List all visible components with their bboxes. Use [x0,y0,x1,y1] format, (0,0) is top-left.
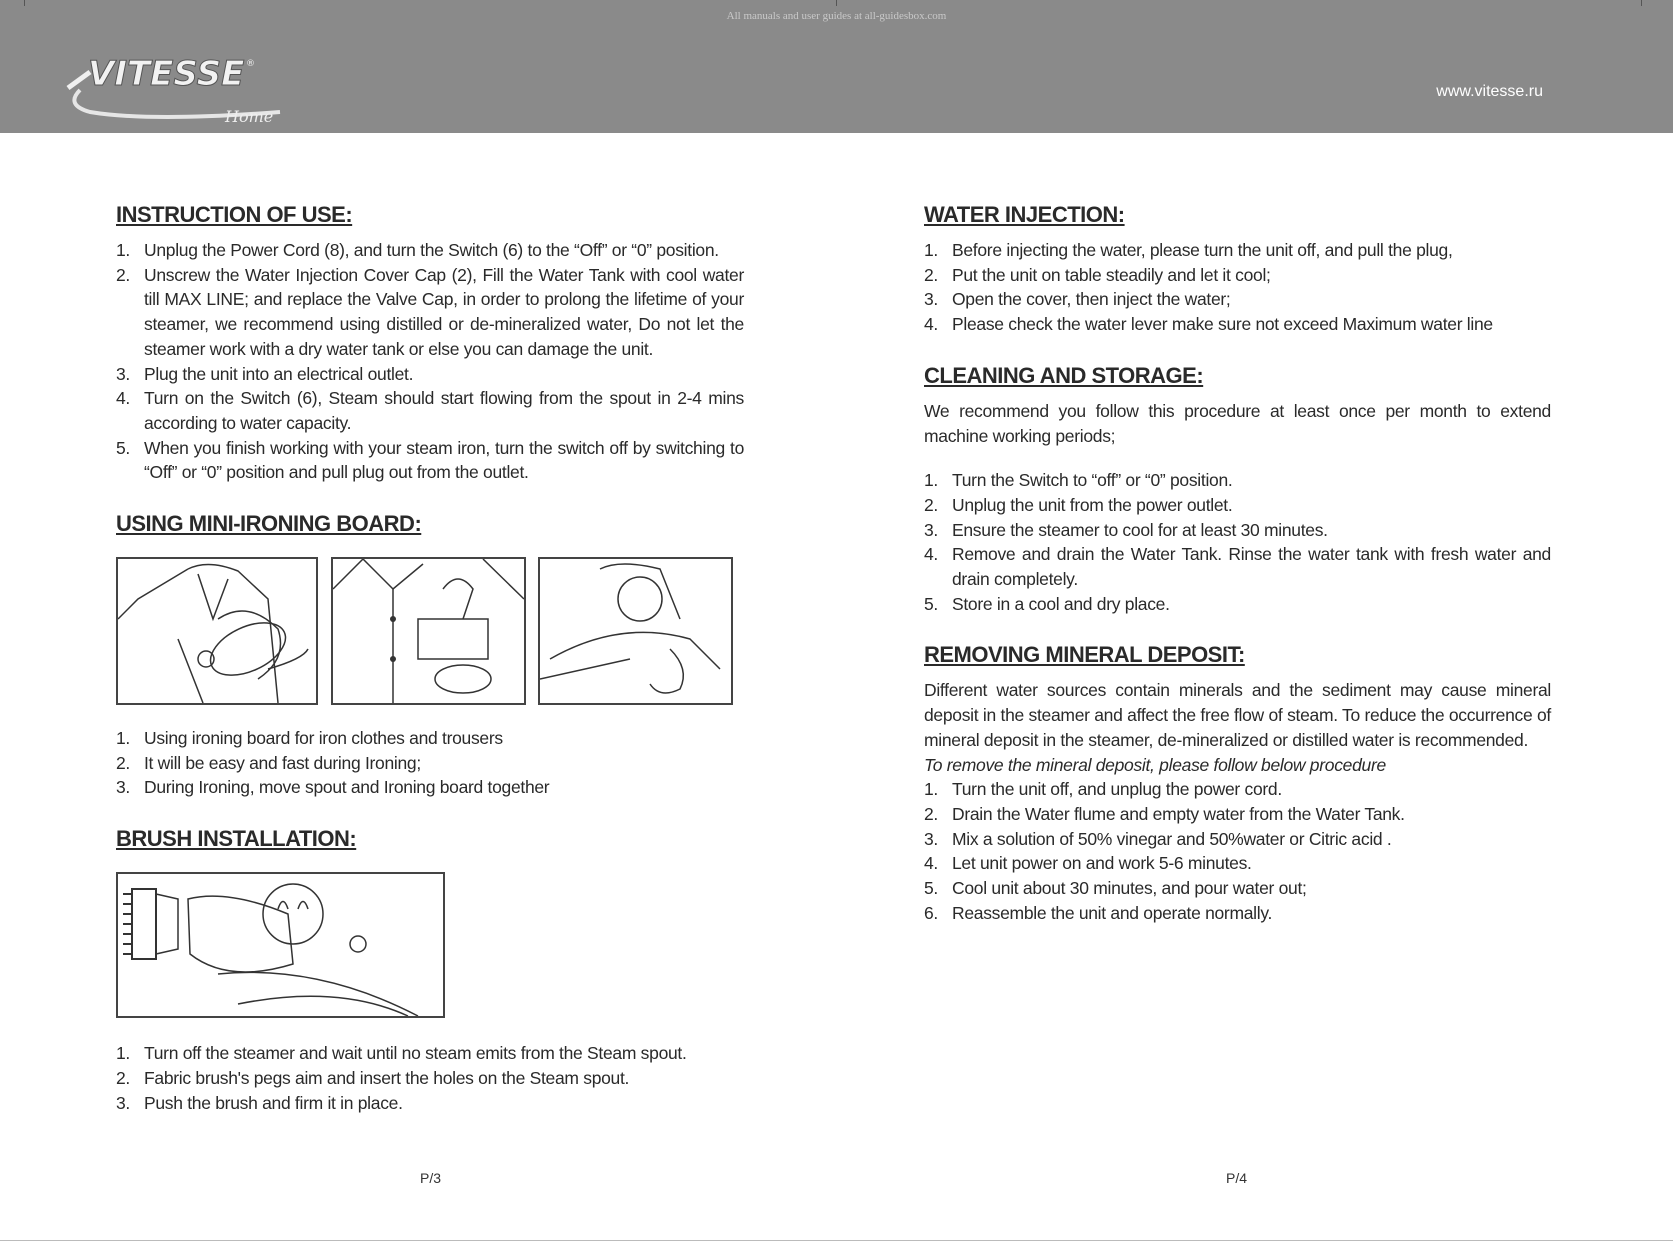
water-injection-list [924,238,1551,337]
list-item: 2. It will be easy and fast during Ironing; [116,752,421,773]
brush-list [116,1041,744,1115]
brush-installation-illustration [116,872,445,1018]
list-item: 4. Remove and drain the Water Tank. Rinse the water tank with fresh water and drain completely. [924,544,1551,590]
list-item: 1. Turn the unit off, and unplug the power cord. [924,779,1282,800]
list-item: 4. Please check the water lever make sure not exceed Maximum water line [924,314,1493,335]
page-number-right: P/4 [1226,1170,1248,1186]
list-item: 4. Turn on the Switch (6), Steam should start flowing from the spout in 2-4 mins according to water capacity. [116,388,744,433]
list-item: 4. Let unit power on and work 5-6 minutes. [924,853,1252,874]
list-item: 5. Cool unit about 30 minutes, and pour water out; [924,878,1307,899]
right-column [924,202,1551,925]
cleaning-list [924,468,1551,616]
page-header [0,0,1673,133]
list-item: 3. Plug the unit into an electrical outlet. [116,363,414,384]
list-item: 5. Store in a cool and dry place. [924,593,1170,614]
list-item: 5. When you finish working with your steam iron, turn the switch off by switching to “Off” or “0” position and pull plug out from the outlet. [116,437,744,483]
ironing-collar-illustration [116,557,318,705]
crop-mark [1641,0,1642,6]
list-item: 2. Drain the Water flume and empty water from the Water Tank. [924,803,1405,824]
ironing-sleeve-illustration [538,557,733,705]
list-item: 2. Unplug the unit from the power outlet. [924,494,1233,515]
list-item: 2. Unscrew the Water Injection Cover Cap (2), Fill the Water Tank with cool water till MAX LINE; and replace the Valve Cap, in order to prolong the lifetime of your steamer, we recommend using distilled or de-mineralized water, Do not let the steamer work with a dry water tank or else you can damage the unit. [116,264,744,359]
mineral-procedure-note: To remove the mineral deposit, please follow below procedure [924,754,1386,775]
board-title: USING MINI-IRONING BOARD: [116,511,422,537]
cleaning-title: CLEANING AND STORAGE: [924,362,1204,388]
ironing-shirt-illustration [331,557,526,705]
page-number-left: P/3 [420,1170,442,1186]
mineral-list [924,777,1551,925]
crop-mark [24,0,25,6]
cleaning-intro: We recommend you follow this procedure at least once per month to extend machine working periods; [924,400,1551,446]
list-item: 2. Fabric brush's pegs aim and insert the holes on the Steam spout. [116,1067,630,1088]
instruction-list [116,238,744,485]
ironing-figures [116,537,744,712]
list-item: 3. Ensure the steamer to cool for at least 30 minutes. [924,519,1328,540]
list-item: 1. Unplug the Power Cord (8), and turn the Switch (6) to the “Off” or “0” position. [116,240,719,260]
list-item: 3. Open the cover, then inject the water; [924,289,1231,310]
brush-title: BRUSH INSTALLATION: [116,826,357,852]
brush-figure [116,852,744,1027]
left-column [116,202,744,1115]
list-item: 2. Put the unit on table steadily and let it cool; [924,264,1271,285]
bottom-rule [0,1240,1673,1241]
list-item: 1. Before injecting the water, please turn the unit off, and pull the plug, [924,240,1453,260]
list-item: 3. Mix a solution of 50% vinegar and 50%water or Citric acid . [924,828,1392,849]
mineral-intro: Different water sources contain minerals and the sediment may cause mineral deposit in the steamer and affect the free flow of steam. To reduce the occurrence of mineral deposit in the steamer, de-mineralized or distilled water is recommended. [924,680,1551,750]
svg-text:VITESSE: VITESSE [88,54,245,94]
list-item: 1. Turn off the steamer and wait until no steam emits from the Steam spout. [116,1043,687,1064]
list-item: 1. Turn the Switch to “off” or “0” position. [924,470,1233,491]
svg-text:®: ® [246,59,255,69]
water-injection-title: WATER INJECTION: [924,202,1125,227]
svg-text:Home: Home [225,107,274,125]
mineral-deposit-title: REMOVING MINERAL DEPOSIT: [924,642,1245,668]
vitesse-logo [60,50,310,125]
list-item: 3. During Ironing, move spout and Ironing board together [116,777,550,798]
instruction-title: INSTRUCTION OF USE: [116,202,353,227]
list-item: 3. Push the brush and firm it in place. [116,1092,403,1113]
list-item: 6. Reassemble the unit and operate normally. [924,902,1273,923]
crop-mark [836,0,837,6]
watermark-text: All manuals and user guides at all-guidesbox.com [726,10,947,22]
website-url: www.vitesse.ru [1436,83,1543,100]
list-item: 1. Using ironing board for iron clothes and trousers [116,728,503,749]
board-list [116,726,744,800]
